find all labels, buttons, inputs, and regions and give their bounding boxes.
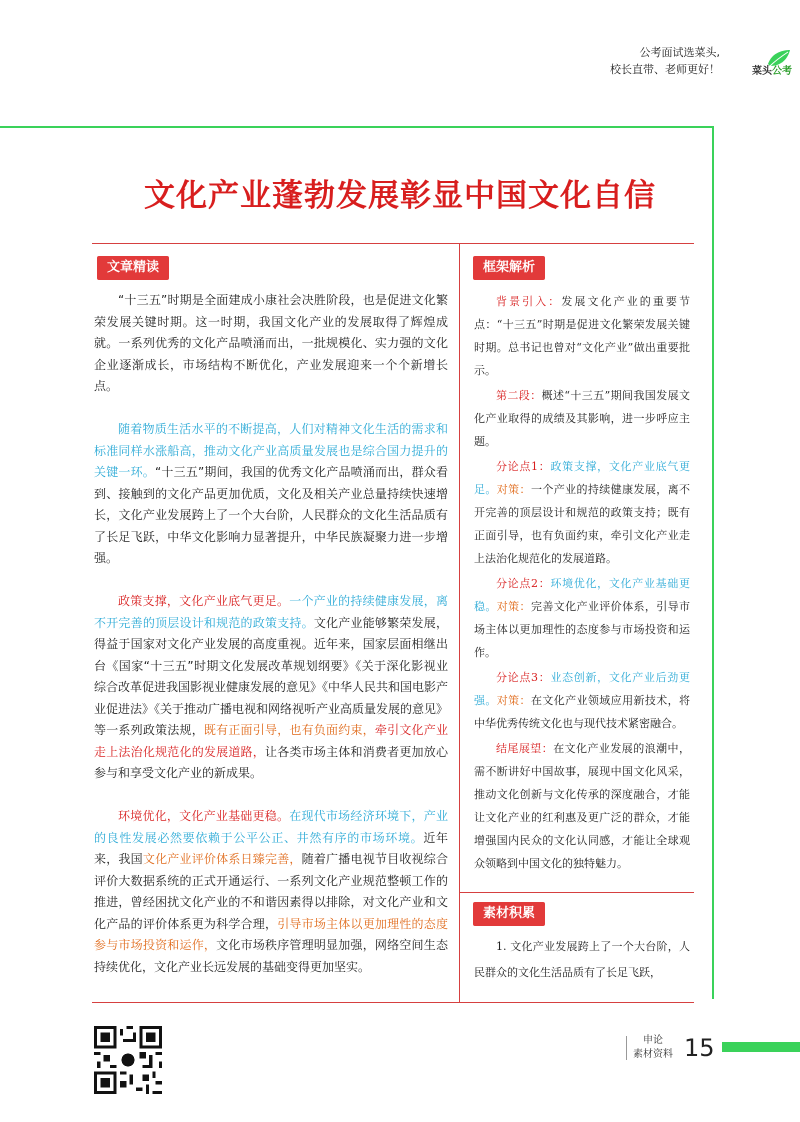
column-divider (459, 243, 460, 1002)
block-heading: 结尾展望： (496, 742, 554, 755)
analysis-body (474, 290, 690, 877)
block-point: 政策支撑，文化产业底气更足。 (474, 460, 690, 496)
page-number: 15 (684, 1034, 715, 1062)
content-top-divider (92, 243, 694, 244)
green-frame-right (712, 126, 714, 999)
block-strategy-label: 对策： (496, 483, 531, 496)
block-heading: 分论点3： (496, 671, 551, 684)
analysis-block-background (474, 290, 690, 382)
article-paragraph-4 (94, 806, 448, 978)
block-heading: 分论点1： (496, 460, 551, 473)
block-text: 完善文化产业评价体系，引导市场主体以更加理性的态度参与市场投资和运作。 (474, 600, 691, 659)
highlight-orange-text: 文化产业评价体系日臻完善， (142, 852, 302, 866)
highlight-red-text: 牵引文化产业走上法治化规范化的发展道路， (94, 723, 448, 759)
section-name: 申论 (643, 1035, 663, 1046)
article-paragraph-2 (94, 419, 448, 570)
highlight-red-text: 政策支撑，文化产业底气更足。 (118, 594, 290, 608)
analysis-block-second (474, 384, 690, 453)
highlight-orange-text: 既有正面引导，也有负面约束， (203, 723, 375, 737)
paragraph-text: 近年来，我国 (94, 830, 448, 866)
section-subname: 素材资料 (633, 1049, 673, 1060)
block-heading: 第二段： (496, 389, 542, 402)
highlight-cyan-text: 在现代市场经济环境下，产业的良性发展必然要依赖于公平公正、井然有序的市场环境。 (94, 809, 448, 845)
block-point: 环境优化，文化产业基础更稳。 (474, 577, 690, 613)
highlight-orange-text: 引导市场主体以更加理性的态度参与市场投资和运作， (94, 916, 448, 952)
material-item-1: 1. 文化产业发展跨上了一个大台阶，人民群众的文化生活品质有了长足飞跃， (474, 940, 690, 979)
footer-section-label (633, 1034, 673, 1062)
page-title: 文化产业蓬勃发展彰显中国文化自信 (144, 178, 656, 214)
highlight-cyan-text: 随着物质生活水平的不断提高，人们对精神文化生活的需求和标准同样水涨船高，推动文化产业高质量发展也是综合国力提升的关键一环。 (94, 422, 448, 479)
material-body (474, 934, 690, 986)
highlight-cyan-text: 一个产业的持续健康发展，离不开完善的顶层设计和规范的政策支持。 (94, 594, 448, 630)
highlight-red-text: 环境优化，文化产业基础更稳。 (118, 809, 290, 823)
material-section-label: 素材积累 (473, 902, 545, 926)
block-text: 在文化产业发展的浪潮中，需不断讲好中国故事，展现中国文化风采，推动文化创新与文化传承的深度融合，才能让文化产业的红利惠及更广泛的群众，才能增强国内民众的文化认同感，才能让全球观众领略到中国文化的独特魅力。 (474, 742, 690, 870)
paragraph-text: 随着广播电视节目收视综合评价大数据系统的正式开通运行、一系列文化产业规范整顿工作的推进，曾经困扰文化产业的不和谐因素得以排除，对文化产业和文化产品的评价体系更为科学合理， (94, 852, 448, 931)
block-text: 概述“十三五”期间我国发展文化产业取得的成绩及其影响，进一步呼应主题。 (474, 389, 691, 448)
block-heading: 分论点2： (496, 577, 551, 590)
block-strategy-label: 对策： (496, 694, 531, 707)
block-text: 一个产业的持续健康发展，离不开完善的顶层设计和规范的政策支持；既有正面引导，也有负面约束，牵引文化产业走上法治化规范化的发展道路。 (474, 483, 691, 565)
brand-name (752, 62, 792, 77)
article-section-label: 文章精读 (97, 256, 169, 280)
footer-divider (626, 1036, 627, 1060)
paragraph-text: 让各类市场主体和消费者更加放心参与和享受文化产业的新成果。 (94, 744, 448, 780)
paragraph-text: “十三五”期间，我国的优秀文化产品喷涌而出，群众看到、接触到的文化产品更加优质，文化及相关产业总量持续快速增长，文化产业发展跨上了一个大台阶，人民群众的文化生活品质有了长足飞跃，中华文化影响力显著提升，中华民族凝聚力进一步增强。 (94, 465, 448, 565)
analysis-section-label: 框架解析 (473, 256, 545, 280)
analysis-block-conclusion (474, 737, 690, 875)
block-strategy-label: 对策： (496, 600, 531, 613)
article-body (94, 290, 448, 978)
footer-accent-bar (722, 1042, 800, 1052)
brand-accent: 公考 (772, 66, 792, 77)
slogan-line-1: 公考面试选菜头, (639, 46, 720, 59)
sidebar-divider (459, 892, 694, 893)
analysis-block-point-1 (474, 455, 690, 570)
article-paragraph-3 (94, 591, 448, 785)
green-frame-top (0, 126, 712, 128)
content-bottom-divider (92, 1002, 694, 1003)
paragraph-text: 文化市场秩序管理明显加强，网络空间生态持续优化，文化产业长远发展的基础变得更加坚实。 (94, 938, 448, 974)
analysis-block-point-2 (474, 572, 690, 664)
paragraph-text: “十三五”时期是全面建成小康社会决胜阶段，也是促进文化繁荣发展关键时期。这一时期，我国文化产业的发展取得了辉煌成就。一系列优秀的文化产品喷涌而出，一批规模化、实力强的文化企业逐渐成长，市场结构不断优化，产业发展迎来一个个新增长点。 (94, 293, 448, 393)
block-text: 发展文化产业的重要节点：“十三五”时期是促进文化繁荣发展关键时期。总书记也曾对“文化产业”做出重要批示。 (474, 295, 691, 377)
block-text: 在文化产业领域应用新技术，将中华优秀传统文化也与现代技术紧密融合。 (474, 694, 691, 730)
block-point: 业态创新，文化产业后劲更强。 (474, 671, 690, 707)
header-slogan (610, 44, 720, 78)
paragraph-text: 文化产业能够繁荣发展，得益于国家对文化产业发展的高度重视。近年来，国家层面相继出台《国家“十三五”时期文化发展改革规划纲要》《关于深化影视业综合改革促进我国影视业健康发展的意见》《中华人民共和国电影产业促进法》《关于推动广播电视和网络视听产业高质量发展的意见》等一系列政策法规， (94, 615, 449, 737)
wechat-qr-icon (94, 1026, 162, 1094)
brand-main: 菜头 (752, 66, 772, 77)
slogan-line-2: 校长直带、老师更好！ (610, 63, 720, 76)
block-heading: 背景引入： (496, 295, 562, 308)
article-paragraph-1 (94, 290, 448, 398)
analysis-block-point-3 (474, 666, 690, 735)
